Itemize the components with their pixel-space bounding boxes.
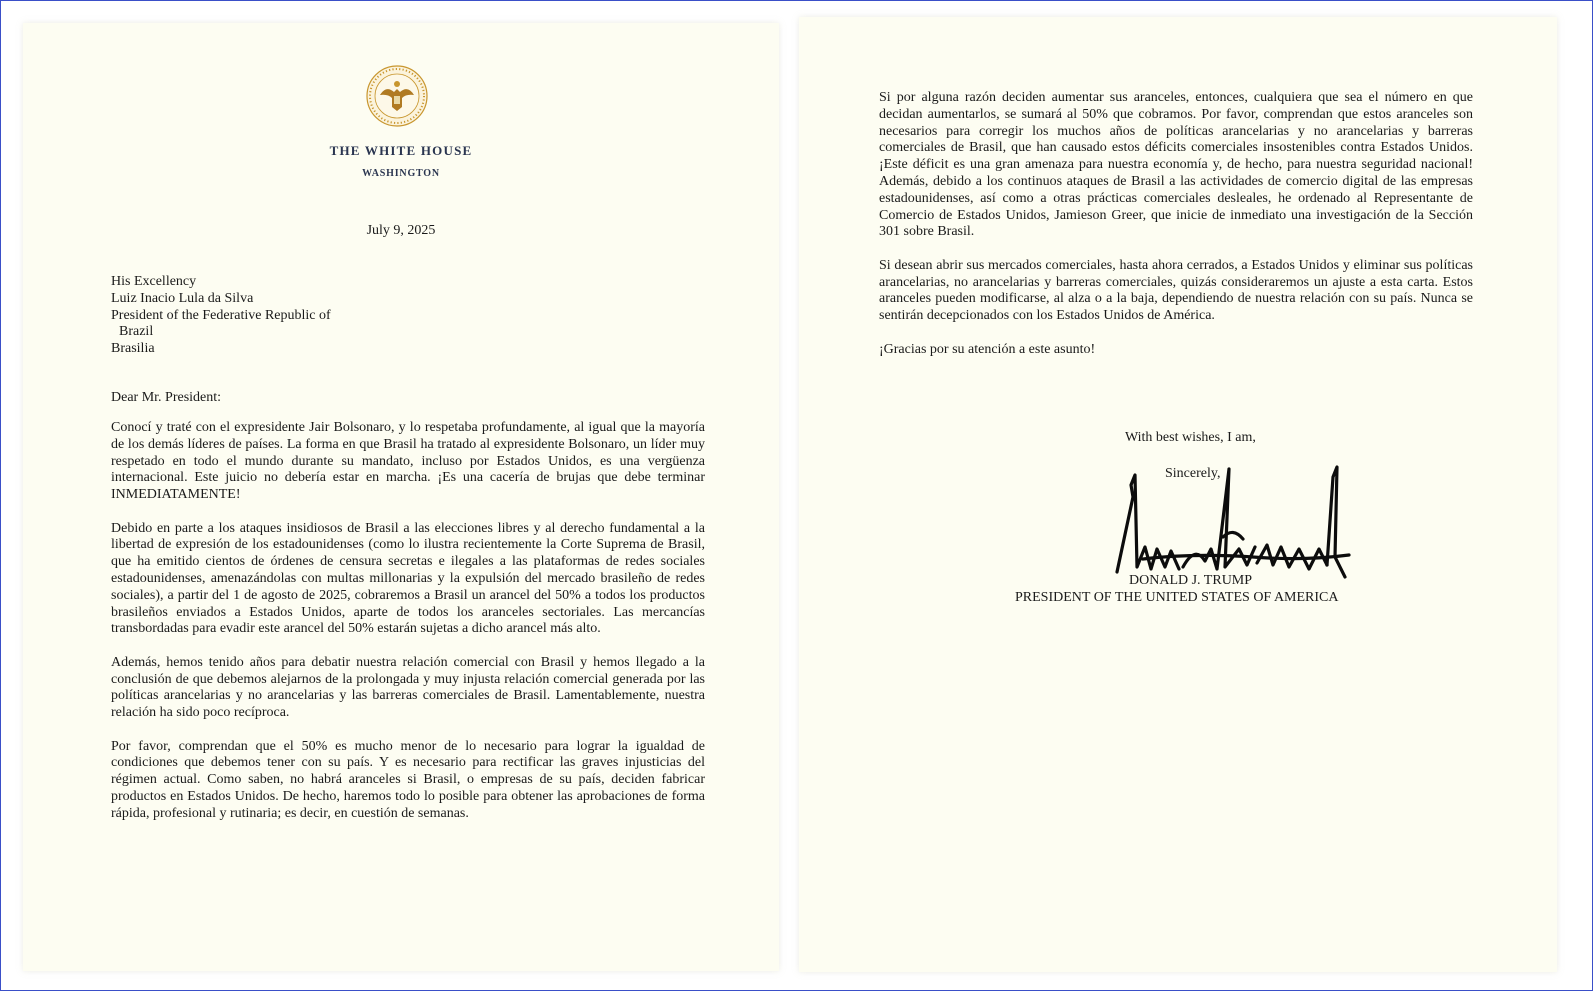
recipient-address xyxy=(111,274,331,358)
address-line: President of the Federative Republic of xyxy=(111,307,331,323)
letterhead-subtitle: WASHINGTON xyxy=(362,168,440,179)
address-line: Brasilia xyxy=(111,341,155,357)
letter-page-1 xyxy=(23,23,779,971)
letter-date: July 9, 2025 xyxy=(366,223,436,238)
body-paragraph: Además, hemos tenido años para debatir nuestra relación comercial con Brasil y hemos llegado a la conclusión de que debemos alejarnos de la prolongada y muy injusta relación comercial generada por las políticas arancelarias y no arancelarias y las barreras comerciales de Brasil. Lamentablemente, nuestra relación ha sido poco recíproca. xyxy=(111,654,705,721)
address-line: Luiz Inacio Lula da Silva xyxy=(111,290,254,306)
address-line: His Excellency xyxy=(111,274,197,289)
body-paragraph: Si desean abrir sus mercados comerciales, hasta ahora cerrados, a Estados Unidos y eliminar sus políticas arancelarias, no arancelarias y barreras comerciales, quizás consideraremos un ajuste a esta carta. Estos aranceles pueden modificarse, al alza o a la baja, dependiendo de nuestra relación con su país. Nunca se sentirán decepcionados con los Estados Unidos de América. xyxy=(879,257,1473,324)
address-line: Brazil xyxy=(119,324,154,340)
body-paragraph: Por favor, comprendan que el 50% es mucho menor de lo necesario para lograr la igualdad de condiciones que debemos tener con su país. Y es necesario para rectificar las graves injusticias del régimen actual. Como saben, no habrá aranceles si Brasil, o empresas de su país, deciden fabricar productos en Estados Unidos. De hecho, haremos todo lo posible para obtener las aprobaciones de forma rápida, profesional y rutinaria; es decir, en cuestión de semanas. xyxy=(111,738,705,821)
presidential-seal-icon xyxy=(366,65,428,127)
closing-line: With best wishes, I am, xyxy=(1125,430,1256,445)
body-paragraph: Si por alguna razón deciden aumentar sus aranceles, entonces, cualquiera que sea el número en que decidan aumentarlos, se sumará al 50% que cobramos. Por favor, comprendan que estos aranceles son necesarios para corregir los muchos años de políticas arancelarias y no arancelarias y barreras comerciales de Brasil, que han causado estos déficits comerciales insostenibles contra Estados Unidos. ¡Este déficit es una gran amenaza para nuestra economía y, de hecho, para nuestra seguridad nacional! Además, debido a los continuos ataques de Brasil a las actividades de comercio digital de las empresas estadounidenses, así como a otras prácticas comerciales desleales, he ordenado al Representante de Comercio de Estados Unidos, Jamieson Greer, que inicie de inmediato una investigación de la Sección 301 sobre Brasil. xyxy=(879,90,1473,240)
body-paragraph: Debido en parte a los ataques insidiosos de Brasil a las elecciones libres y al derecho fundamental a la libertad de expresión de los estadounidenses (como lo ilustra recientemente la Corte Suprema de Brasil, que ha emitido cientos de órdenes de censura secretas e ilegales a las plataformas de redes sociales estadounidenses, amenazándolas con multas millonarias y la expulsión del mercado brasileño de redes sociales), a partir del 1 de agosto de 2025, cobraremos a Brasil un arancel del 50% a todos los productos brasileños enviados a Estados Unidos, aparte de todos los aranceles sectoriales. Las mercancías transbordadas para evadir este arancel del 50% estarán sujetas a dicho arancel más alto. xyxy=(111,520,705,637)
body-paragraph: ¡Gracias por su atención a este asunto! xyxy=(879,341,1096,357)
letter-body-page-2 xyxy=(879,90,1473,375)
letter-page-2 xyxy=(799,17,1557,972)
salutation: Dear Mr. President: xyxy=(111,390,222,405)
signer-name: DONALD J. TRUMP xyxy=(1129,573,1253,588)
letter-body-page-1 xyxy=(111,420,705,839)
letterhead-title: THE WHITE HOUSE xyxy=(329,143,473,158)
body-paragraph: Conocí y traté con el expresidente Jair Bolsonaro, y lo respetaba profundamente, al igual que la mayoría de los demás líderes de países. La forma en que Brasil ha tratado al expresidente Bolsonaro, un líder muy respetado en todo el mundo durante su mandato, incluso por Estados Unidos, es una vergüenza internacional. Este juicio no debería estar en marcha. ¡Es una cacería de brujas que debe terminar INMEDIATAMENTE! xyxy=(111,420,705,503)
closing-sincerely: Sincerely, xyxy=(1165,466,1221,481)
signer-title: PRESIDENT OF THE UNITED STATES OF AMERICA xyxy=(1015,590,1339,605)
